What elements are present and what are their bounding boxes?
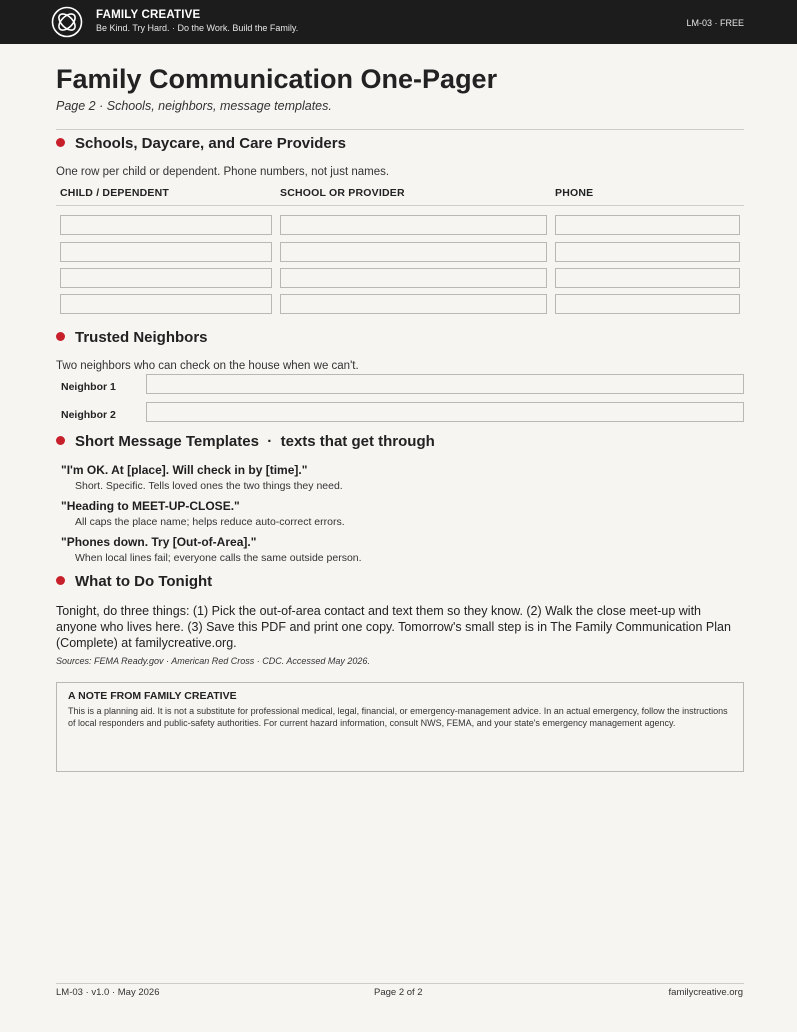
section-heading-tonight: What to Do Tonight (56, 573, 212, 590)
document-code: LM-03 · FREE (686, 18, 744, 28)
school-field[interactable] (280, 268, 547, 288)
child-field[interactable] (60, 215, 272, 235)
school-field[interactable] (280, 215, 547, 235)
schools-note: One row per child or dependent. Phone numbers, not just names. (56, 166, 390, 178)
child-field[interactable] (60, 294, 272, 314)
page-title: Family Communication One-Pager (56, 64, 498, 94)
template-message: "Phones down. Try [Out-of-Area]." (61, 535, 257, 549)
template-description: Short. Specific. Tells loved ones the two things they need. (75, 480, 343, 492)
disclaimer-text: This is a planning aid. It is not a substitute for professional medical, legal, financial, or emergency-management advice. In an actual emergency, follow the instructions of local responders and public-safety authorities. For current hazard information, consult NWS, FEMA, and your state's emergency management agency. (68, 706, 728, 728)
header-bar (0, 0, 797, 44)
neighbor-2-label: Neighbor 2 (61, 409, 116, 421)
section-heading-templates: Short Message Templates · texts that get through (56, 433, 435, 450)
footer-version: LM-03 · v1.0 · May 2026 (56, 987, 160, 998)
phone-field[interactable] (555, 268, 740, 288)
section-heading-schools: Schools, Daycare, and Care Providers (56, 135, 346, 152)
table-header-divider (56, 205, 744, 206)
school-field[interactable] (280, 294, 547, 314)
tonight-paragraph: Tonight, do three things: (1) Pick the out-of-area contact and text them so they know. (2) Walk the close meet-up with anyone who lives here. (3) Save this PDF and print one copy. Tomorrow's small step is in The Family Communication Plan (Complete) at familycreative.org. (56, 604, 731, 650)
footer-page-number: Page 2 of 2 (374, 987, 423, 998)
disclaimer-title: A NOTE FROM FAMILY CREATIVE (68, 690, 237, 702)
phone-field[interactable] (555, 215, 740, 235)
template-message: "Heading to MEET-UP-CLOSE." (61, 499, 240, 513)
footer-divider (56, 983, 744, 984)
interlocking-rings-logo-icon (50, 6, 84, 38)
phone-field[interactable] (555, 242, 740, 262)
template-message: "I'm OK. At [place]. Will check in by [time]." (61, 463, 308, 477)
bullet-dot-icon (56, 332, 65, 341)
page-subtitle: Page 2 · Schools, neighbors, message templates. (56, 99, 332, 113)
disclaimer-box (56, 682, 744, 772)
column-header-school: SCHOOL OR PROVIDER (280, 187, 405, 199)
brand-name: FAMILY CREATIVE (96, 9, 201, 21)
neighbors-note: Two neighbors who can check on the house when we can't. (56, 360, 359, 372)
footer-website: familycreative.org (668, 987, 743, 998)
bullet-dot-icon (56, 576, 65, 585)
divider (56, 129, 744, 130)
neighbor-2-field[interactable] (146, 402, 744, 422)
phone-field[interactable] (555, 294, 740, 314)
section-heading-neighbors: Trusted Neighbors (56, 329, 208, 346)
neighbor-1-label: Neighbor 1 (61, 381, 116, 393)
child-field[interactable] (60, 268, 272, 288)
bullet-dot-icon (56, 138, 65, 147)
brand-tagline: Be Kind. Try Hard. · Do the Work. Build the Family. (96, 23, 299, 33)
school-field[interactable] (280, 242, 547, 262)
column-header-phone: PHONE (555, 187, 594, 199)
neighbor-1-field[interactable] (146, 374, 744, 394)
template-description: All caps the place name; helps reduce auto-correct errors. (75, 516, 345, 528)
sources-line: Sources: FEMA Ready.gov · American Red Cross · CDC. Accessed May 2026. (56, 656, 370, 666)
column-header-child: CHILD / DEPENDENT (60, 187, 169, 199)
bullet-dot-icon (56, 436, 65, 445)
template-description: When local lines fail; everyone calls the same outside person. (75, 552, 362, 564)
child-field[interactable] (60, 242, 272, 262)
